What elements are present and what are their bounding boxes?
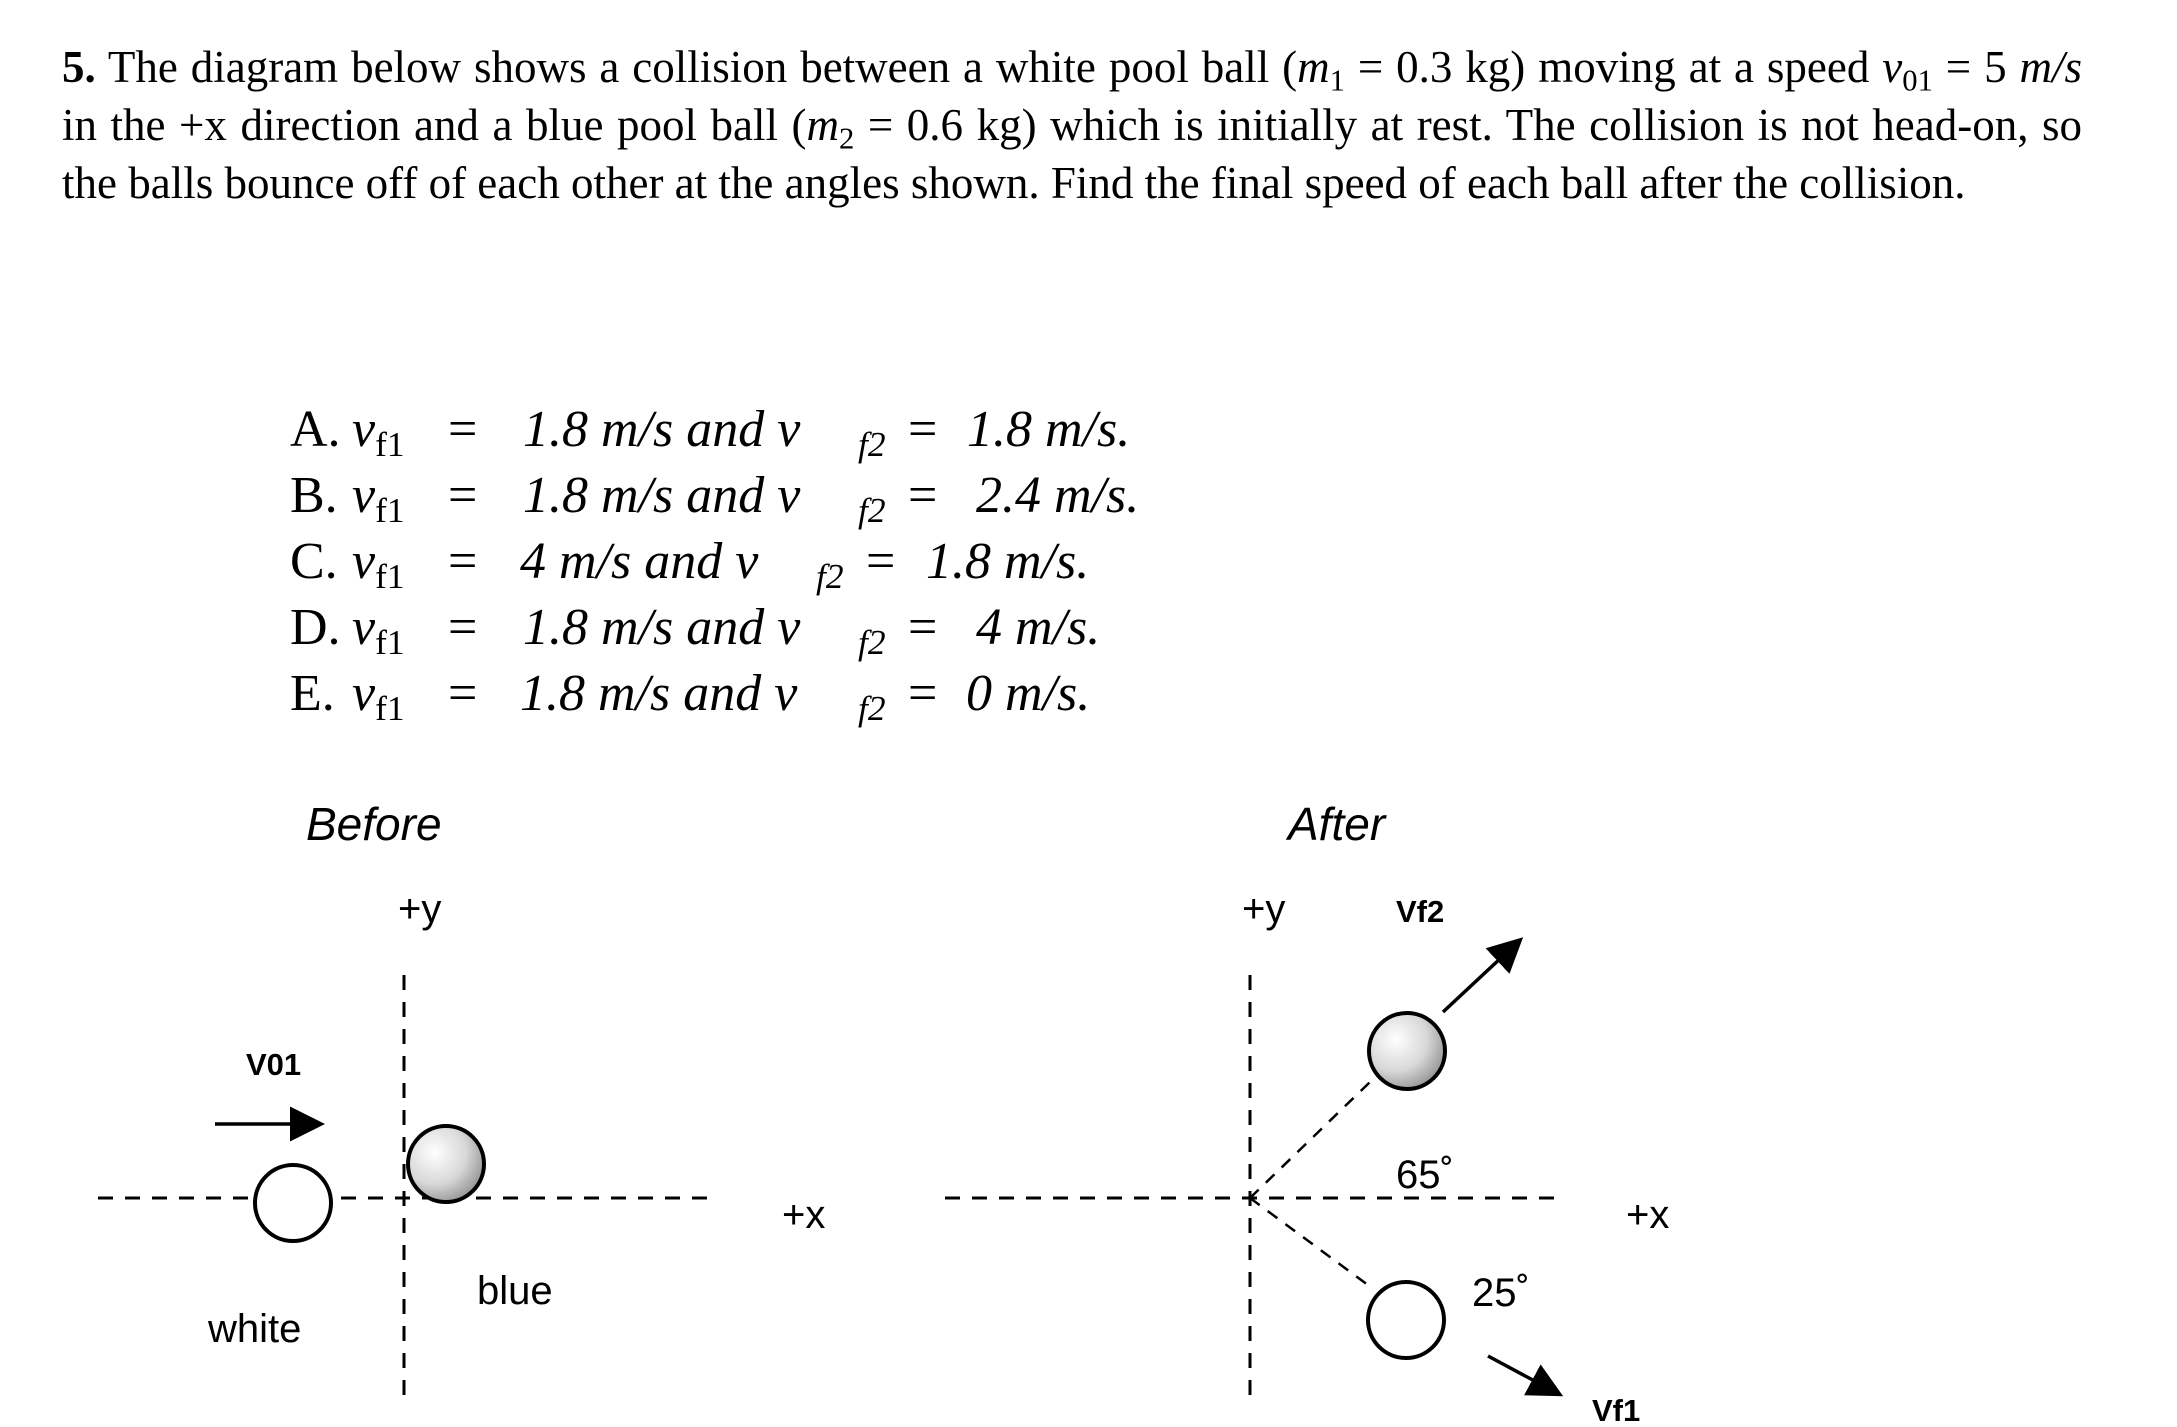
white-ball-label: white [208, 1307, 302, 1351]
v01-symbol: v [1882, 42, 1903, 92]
blue-ball-after [1369, 1013, 1445, 1089]
choice-letter: C. [290, 533, 338, 590]
m2-symbol: m [806, 100, 840, 150]
vf2-value: 1.8 m/s. [967, 401, 1131, 458]
problem-text-3: in the +x direction and a blue pool ball ( [62, 100, 807, 150]
after-x-axis-label: +x [1626, 1193, 1670, 1237]
choice-letter: E. [290, 665, 335, 722]
angle-25-label: 25˚ [1472, 1271, 1530, 1315]
problem-text-2: = 5 [1932, 42, 2020, 92]
before-x-axis-label: +x [782, 1193, 826, 1237]
vf1-arrow [1488, 1356, 1557, 1393]
white-ball-trajectory [1250, 1198, 1372, 1288]
m1-value: = 0.3 kg) moving at a speed [1344, 42, 1883, 92]
v01-label: V01 [246, 1047, 302, 1082]
after-title: After [1288, 798, 1386, 850]
vf2-value: 4 m/s. [976, 599, 1101, 656]
angle-65-label: 65˚ [1396, 1153, 1454, 1197]
vf1-value: 1.8 m/s and v [523, 599, 801, 656]
choice-letter: D. [290, 599, 341, 656]
vf1-value: 1.8 m/s and v [523, 467, 801, 524]
vf2-label: Vf2 [1396, 894, 1445, 929]
after-panel [945, 798, 1669, 1427]
before-panel [98, 798, 825, 1395]
vf2-arrow [1443, 942, 1518, 1012]
m2-subscript: 2 [839, 121, 855, 156]
problem-number: 5. [62, 42, 96, 92]
after-y-axis-label: +y [1242, 887, 1286, 931]
answer-choices: A. $v_{f1}$ = 1.8 m/s and v $_{f2}$ = 1.8 m/s. B. $v_{f1}$ = 1.8 m/s and v $_{f2}$ = 2.4 m/s. C. $v_{f1}$ = 4 m/s and v $_{f2}$ = 1.8 m/s. D. $v_{f1}$ = 1.8 m/s and v $_{f2}$ = 4 m/s. E. $v_{f1}$ = 1.8 m/s and v $_{f2}$ = 0 m/s. [290, 401, 1140, 728]
vf1-value: 1.8 m/s and v [520, 665, 798, 722]
white-ball [255, 1165, 331, 1241]
choice-letter: A. [290, 401, 341, 458]
blue-ball [408, 1126, 484, 1202]
m1-symbol: m [1297, 42, 1330, 92]
vf2-value: 1.8 m/s. [926, 533, 1090, 590]
choice-letter: B. [290, 467, 338, 524]
vf1-value: 1.8 m/s and v [523, 401, 801, 458]
vf1-value: 4 m/s and v [520, 533, 759, 590]
v01-subscript: 01 [1902, 63, 1933, 98]
vf2-value: 2.4 m/s. [976, 467, 1140, 524]
before-title: Before [306, 798, 442, 850]
unit-ms: m/s [2019, 42, 2082, 92]
vf2-value: 0 m/s. [966, 665, 1091, 722]
blue-ball-label: blue [477, 1269, 553, 1313]
m2-value: = 0.6 kg) which is initially at rest. The collision is not head-on, so the balls bounce off of each other at the angles shown. Find the final speed of each ball after the collision. [62, 100, 2082, 208]
m1-subscript: 1 [1329, 63, 1345, 98]
vf1-label: Vf1 [1592, 1393, 1641, 1427]
problem-text-1: The diagram below shows a collision between a white pool ball ( [95, 42, 1298, 92]
before-y-axis-label: +y [398, 887, 442, 931]
blue-ball-trajectory [1250, 1082, 1370, 1198]
white-ball-after [1368, 1282, 1444, 1358]
